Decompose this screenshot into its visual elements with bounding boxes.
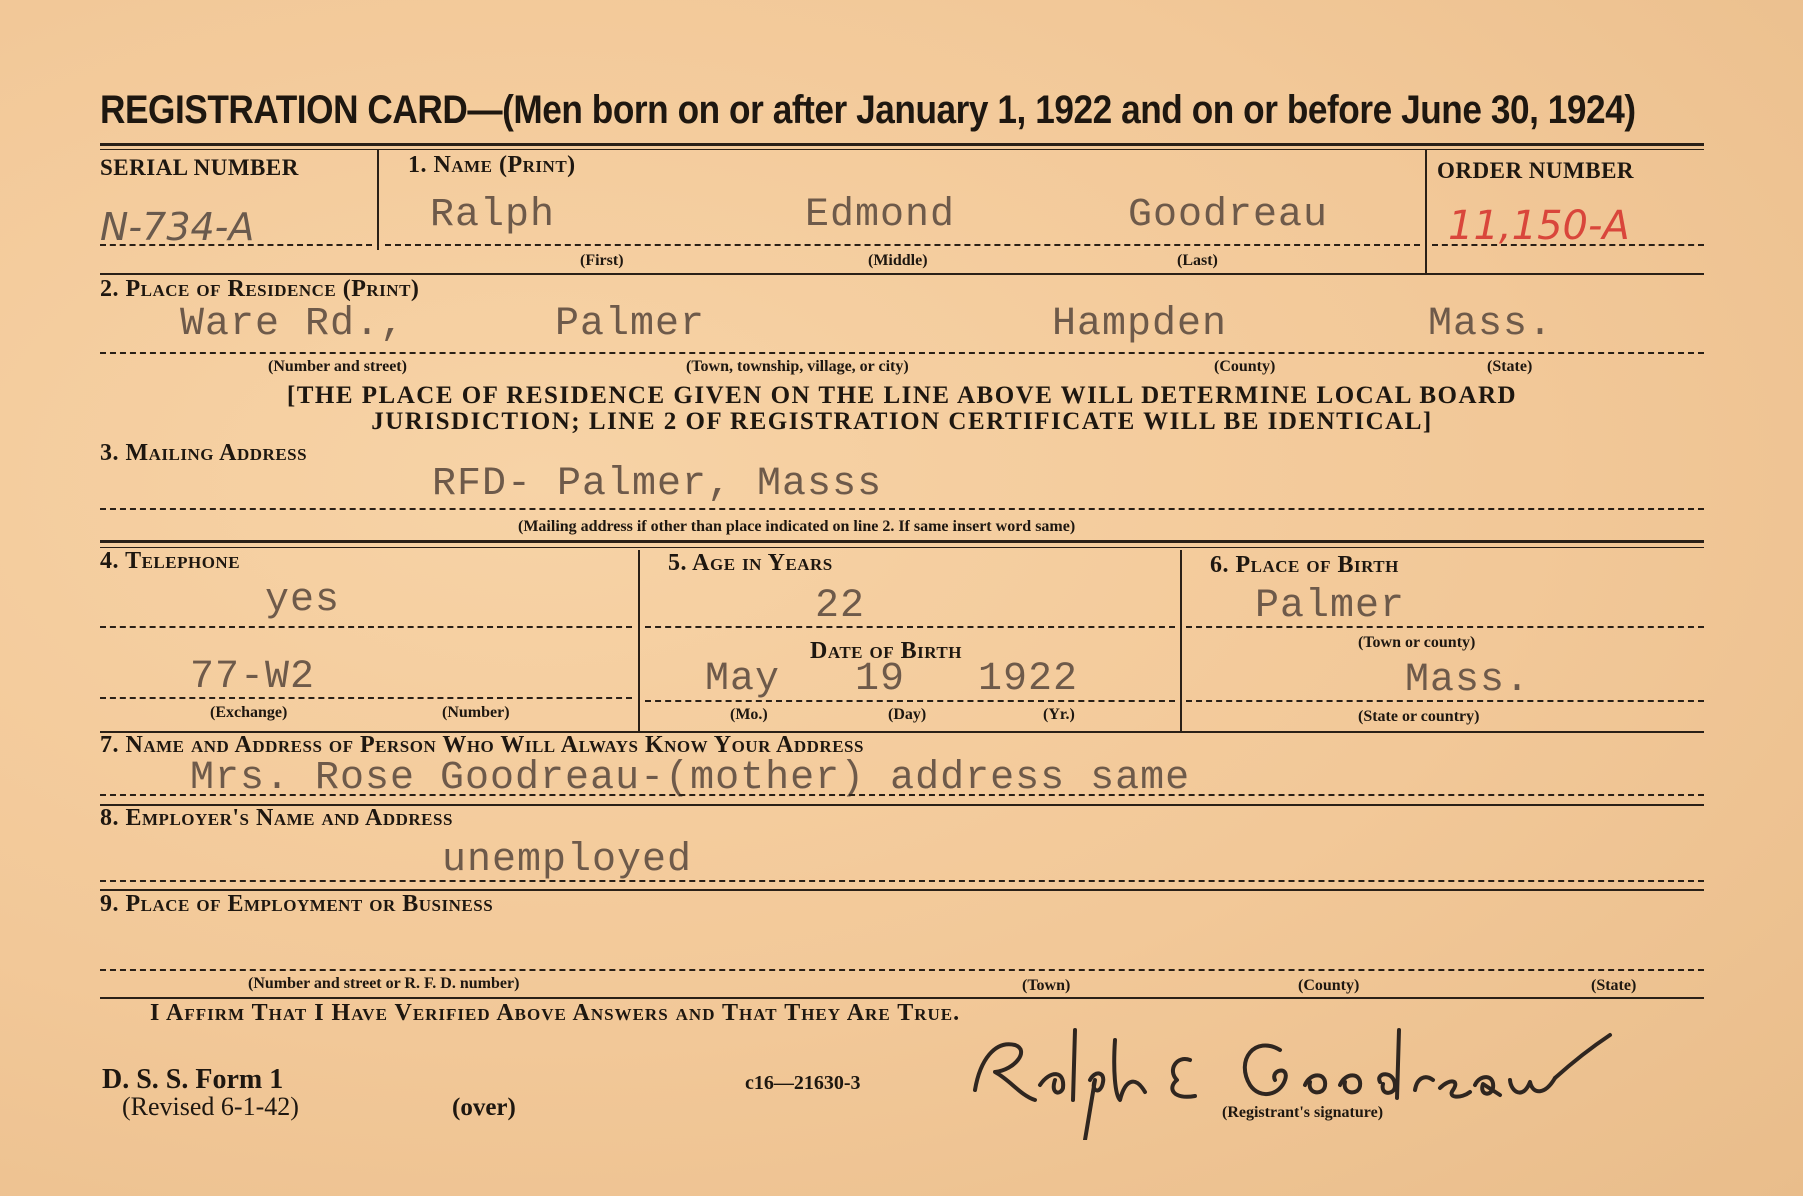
birth-day-value: 19 [855, 657, 906, 702]
age-underline [645, 626, 1175, 628]
jurisdiction-notice-line1: [THE PLACE OF RESIDENCE GIVEN ON THE LINE ABOVE WILL DETERMINE LOCAL BOARD [286, 382, 1518, 409]
col-divider-2 [1180, 550, 1182, 732]
order-number-value: 11,150-A [1448, 203, 1630, 249]
first-caption: (First) [580, 252, 624, 269]
row9-rule [100, 997, 1704, 999]
row3-rule [100, 540, 1704, 543]
last-name-value: Goodreau [1128, 193, 1329, 238]
birthplace-town-value: Palmer [1255, 584, 1406, 629]
print-code: c16—21630-3 [745, 1072, 861, 1094]
employment-place-underline [100, 969, 1704, 971]
serial-number-value: N-734-A [100, 205, 255, 249]
serial-divider [377, 150, 379, 250]
residence-county: Hampden [1052, 302, 1228, 347]
title-rule-thin [100, 149, 1704, 150]
middle-caption: (Middle) [868, 252, 928, 269]
birthplace-underline [1186, 626, 1704, 628]
mailing-underline [100, 508, 1704, 510]
jurisdiction-notice-line2: JURISDICTION; LINE 2 OF REGISTRATION CERTIFICATE WILL BE IDENTICAL] [371, 408, 1433, 435]
birth-year-value: 1922 [978, 657, 1079, 702]
name-underline [385, 244, 1420, 246]
col-divider-1 [638, 550, 640, 732]
month-caption: (Mo.) [730, 706, 768, 723]
employment-place-label: 9. Place of Employment or Business [100, 891, 494, 917]
employer-label: 8. Employer's Name and Address [100, 805, 453, 831]
employment-state-caption: (State) [1591, 977, 1637, 994]
title-rule [100, 143, 1704, 146]
employment-town-caption: (Town) [1022, 977, 1071, 994]
serial-underline [100, 244, 372, 246]
date-of-birth-label: Date of Birth [810, 638, 962, 664]
employment-county-caption: (County) [1298, 977, 1360, 994]
telephone-label: 4. Telephone [100, 548, 241, 574]
signature-caption: (Registrant's signature) [1222, 1104, 1384, 1121]
over-note: (over) [452, 1094, 516, 1121]
telephone-underline [100, 626, 632, 628]
employer-underline [100, 880, 1704, 882]
number-caption: (Number) [442, 704, 510, 721]
contact-label: 7. Name and Address of Person Who Will Always Know Your Address [100, 732, 864, 758]
mailing-address-label: 3. Mailing Address [100, 440, 308, 466]
last-caption: (Last) [1177, 252, 1218, 269]
residence-label: 2. Place of Residence (Print) [100, 276, 420, 302]
row3-rule-thin [100, 547, 1704, 548]
age-label: 5. Age in Years [668, 550, 833, 576]
residence-county-caption: (County) [1214, 358, 1276, 375]
day-caption: (Day) [888, 706, 927, 723]
telephone-exchange-value: 77-W2 [190, 655, 316, 700]
residence-underline [100, 352, 1704, 354]
residence-state: Mass. [1428, 302, 1554, 347]
employer-value: unemployed [442, 838, 693, 883]
affirmation-statement: I Affirm That I Have Verified Above Answers and That They Are True. [150, 1000, 961, 1026]
birth-month-value: May [705, 657, 781, 702]
residence-street-caption: (Number and street) [268, 358, 407, 375]
exchange-underline [100, 697, 632, 699]
row1-rule [100, 273, 1704, 275]
birthplace-label: 6. Place of Birth [1210, 552, 1399, 578]
birthplace-town-caption: (Town or county) [1358, 634, 1476, 651]
name-label: 1. Name (Print) [408, 152, 576, 178]
residence-street: Ware Rd., [180, 302, 406, 347]
order-divider [1425, 150, 1427, 273]
contact-value: Mrs. Rose Goodreau-(mother) address same [190, 756, 1191, 801]
order-underline [1432, 244, 1704, 246]
year-caption: (Yr.) [1043, 706, 1075, 723]
exchange-caption: (Exchange) [210, 704, 288, 721]
first-name-value: Ralph [430, 193, 556, 238]
serial-number-label: SERIAL NUMBER [100, 155, 299, 180]
birthplace-state-underline [1186, 700, 1704, 702]
dob-underline [645, 700, 1175, 702]
form-revision: (Revised 6-1-42) [122, 1092, 299, 1121]
mailing-address-value: RFD- Palmer, Masss [432, 462, 883, 507]
age-value: 22 [815, 584, 866, 629]
contact-underline [100, 794, 1704, 796]
form-number: D. S. S. Form 1 [102, 1064, 284, 1095]
residence-state-caption: (State) [1487, 358, 1533, 375]
birthplace-state-value: Mass. [1405, 658, 1531, 703]
birthplace-state-caption: (State or country) [1358, 708, 1480, 725]
middle-name-value: Edmond [805, 193, 956, 238]
employment-street-caption: (Number and street or R. F. D. number) [248, 975, 520, 992]
order-number-label: ORDER NUMBER [1437, 158, 1635, 183]
mailing-caption: (Mailing address if other than place indicated on line 2. If same insert word same) [518, 518, 1076, 535]
telephone-value: yes [265, 578, 341, 623]
residence-town: Palmer [555, 302, 706, 347]
card-title: REGISTRATION CARD—(Men born on or after January 1, 1922 and on or before June 30, 1924) [100, 88, 1636, 132]
residence-town-caption: (Town, township, village, or city) [686, 358, 909, 375]
